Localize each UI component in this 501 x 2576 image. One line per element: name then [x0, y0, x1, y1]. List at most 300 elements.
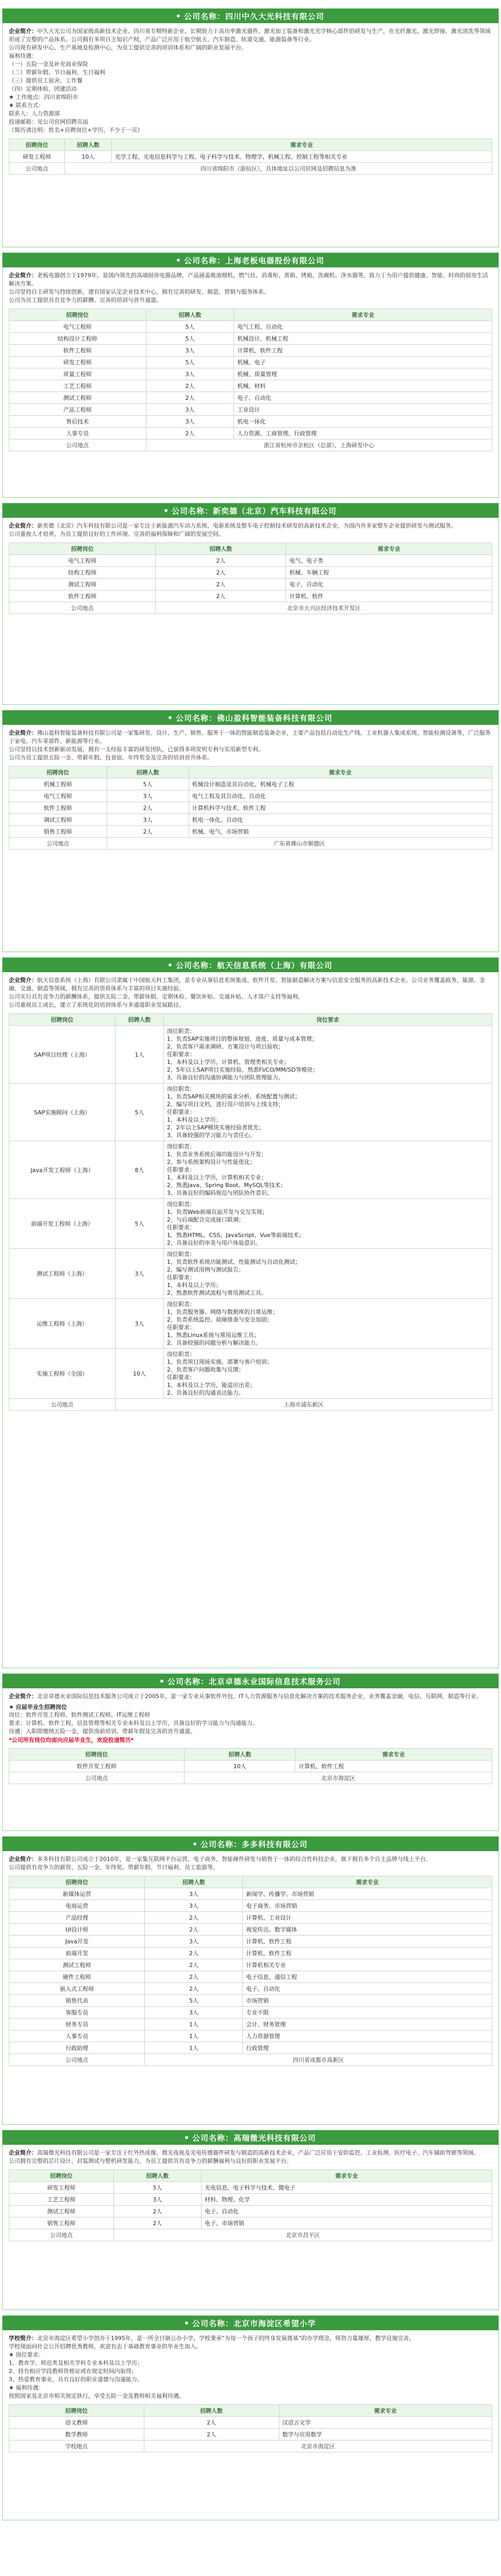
company-intro: [9, 729, 492, 762]
job-count: 2人: [107, 826, 189, 838]
job-major: 机械设计、机械工程: [234, 333, 492, 345]
job-count: 3人: [146, 345, 234, 357]
table-row: [9, 1026, 492, 1083]
job-major: 电气工程及其自动化、自动化: [189, 790, 492, 802]
job-count: 5人: [115, 1083, 164, 1141]
intro-lead: 企业简介：: [9, 730, 37, 736]
table-row: [9, 826, 492, 838]
table-row: [9, 1141, 492, 1199]
job-count: 8人: [115, 1141, 164, 1199]
job-major: 行政管理: [243, 2042, 492, 2054]
job-position: 数学教师: [9, 2429, 144, 2441]
intro-text: 北京市海淀区希望小学创办于1995年，是一所全日制公办小学，学校秉承“为每一个孩子的终身发展奠基”的办学理念，师资力量雄厚，教学设施完善。 学校现面向社会公开招聘优秀教师，欢迎有志于基础教育事业的毕业生加入。 ★ 岗位要求： 1、教育学、师范类及相关学科专业本科及以上学历； 2、持有相应学段教师资格证或在规定时间内取得； 3、热爱教育事业，具有良好的职业道德与沟通能力。 ★ 福利待遇： 按照国家及北京市相关规定执行，享受五险一金及教师相关福利待遇。: [9, 2335, 415, 2399]
table-header-row: [9, 2170, 492, 2182]
col-header-major: 需求专业: [286, 543, 492, 555]
job-major: 汉语言文学: [279, 2417, 492, 2429]
company-name: 公司名称：上海老板电器股份有限公司: [183, 256, 324, 265]
company-card: [2, 710, 499, 952]
job-requirements: 岗位职责： 1、负责服务器、网络与数据库的日常运维； 2、负责系统监控、故障排查与安全加固； 任职要求： 1、熟悉Linux系统与常用运维工具； 2、具备较强的问题分析与解决能力。: [163, 1299, 492, 1349]
bullet-icon: [185, 2321, 188, 2325]
table-header-row: [9, 309, 492, 321]
company-header: [3, 958, 498, 972]
table-row: [9, 2429, 492, 2441]
company-intro: [9, 2334, 492, 2400]
job-count: 5人: [107, 778, 189, 790]
table-row: [9, 2042, 492, 2054]
intro-text: 佛山盈科智能装备科技有限公司是一家集研发、设计、生产、销售、服务于一体的智能制造装备企业，主要产品包括自动化生产线、工业机器人集成系统、智能检测设备等，广泛服务于家电、汽车零部件、新能源等行业。 公司坚持以技术创新驱动发展，拥有一支经验丰富的研发团队，已获得多项发明专利与实用新型专利。 公司为员工提供五险一金、带薪年假、包食宿、年终奖金及完善的培训晋升体系。: [9, 730, 491, 761]
job-count: 3人: [145, 2007, 243, 2019]
job-major: 机电一体化、自动化: [189, 814, 492, 826]
company-name: 公司名称：多多科技有限公司: [200, 1839, 308, 1849]
bullet-icon: [177, 14, 180, 18]
job-count: 2人: [156, 590, 286, 602]
job-major: 会计、财务管理: [243, 2019, 492, 2030]
table-row: [9, 814, 492, 826]
job-major: 工业设计: [234, 404, 492, 416]
intro-lead: 企业简介：: [9, 1693, 37, 1700]
table-row: [9, 357, 492, 368]
jobs-table: [9, 139, 492, 175]
job-major: 数学与应用数学: [279, 2429, 492, 2441]
table-row: [9, 579, 492, 590]
table-row: [9, 1959, 492, 1971]
jobs-table: [9, 2170, 492, 2241]
table-row: [9, 1083, 492, 1141]
job-requirements: 岗位职责： 1、负责SAP实施项目的整体规划、进度、质量与成本管理； 2、负责客户需求调研、方案设计与项目验收； 任职要求： 1、本科及以上学历，计算机、管理类相关专业； 2、5年以上SAP项目实施经验，熟悉FI/CO/MM/SD等模块； 3、具备良好的沟通协调能力与团队管理能力。: [163, 1026, 492, 1083]
bullet-icon: [185, 2136, 188, 2139]
location-row: [9, 838, 492, 850]
job-count: 3人: [107, 790, 189, 802]
job-requirements: 岗位职责： 1、负责软件系统功能测试、性能测试与自动化测试； 2、编写测试用例与测试报告； 任职要求： 1、本科及以上学历； 2、熟悉软件测试流程与常用测试工具。: [163, 1249, 492, 1299]
job-count: 2人: [145, 1924, 243, 1936]
job-major: 人力资源、工商管理、行政管理: [234, 428, 492, 439]
col-header-count: 招聘人数: [146, 309, 234, 321]
job-count: 2人: [146, 380, 234, 392]
company-card: [2, 503, 499, 705]
job-major: 电子、自动化: [201, 2206, 492, 2217]
location-value: 四川省成都市高新区: [145, 2054, 492, 2066]
location-label: 公司地点: [9, 1399, 115, 1411]
job-count: 2人: [156, 555, 286, 567]
col-header-count: 招聘人数: [107, 767, 189, 778]
job-major: 计算机、软件工程: [234, 345, 492, 357]
company-intro: [9, 2149, 492, 2165]
col-header-count: 招聘人数: [113, 2170, 201, 2182]
location-label: 公司地点: [9, 439, 146, 451]
intro-lead: 企业简介：: [9, 28, 37, 35]
company-card: [2, 1673, 499, 1831]
bullet-icon: [193, 1842, 196, 1845]
table-header-row: [9, 1876, 492, 1888]
table-row: [9, 1888, 492, 1900]
intro-text: 高瑞微光科技有限公司是一家专注于红外热成像、微光夜视及光电传感器件研发与制造的高新技术企业，产品广泛应用于安防监控、工业检测、医疗电子、汽车辅助驾驶等领域。 公司拥有完整的芯片设计、封装测试与整机研发能力，为员工提供具有竞争力的薪酬福利与良好的职业发展平台。: [9, 2149, 479, 2164]
job-major: 电子、自动化: [234, 392, 492, 404]
job-count: 5人: [146, 357, 234, 368]
col-header-position: 招聘岗位: [9, 543, 156, 555]
col-header-requirements: 岗位要求: [163, 1014, 492, 1026]
jobs-table: [9, 766, 492, 850]
location-row: [9, 602, 492, 614]
location-value: 浙江省杭州市余杭区（总部），上海研发中心: [146, 439, 492, 451]
company-card: [2, 8, 499, 247]
table-row: [9, 1995, 492, 2007]
job-position: 产品工程师: [9, 404, 146, 416]
table-row: [9, 2417, 492, 2429]
intro-text: 中久大光公司为国家级高新技术企业、四川省专精特新企业，长期致力于高功率激光器件、激光加工装备和激光光学核心部件的研发与生产，在光纤激光、激光焊接、激光清洗等领域形成了完整的产品体系。公司拥有多项自主知识产权，产品广泛应用于航空航天、汽车制造、轨道交通、能源装备等行业。 公司现有研发中心、生产基地及检测中心，为员工提供完善的培训体系和广阔的职业发展平台。 福利待遇： （一）五险一金及补充商业保险 （二）带薪年假、节日福利、生日福利 （三）提供员工宿舍、工作餐 （四）定期体检、团建活动 ★ 工作地点：四川省绵阳市 ★ 联系方式： 联系人：人力资源部 投递邮箱：见公司官网招聘页面 （简历请注明：姓名+应聘岗位+学历，不少于一页）: [9, 28, 491, 133]
table-row: [9, 345, 492, 357]
location-value: 北京市大兴区经济技术开发区: [156, 602, 492, 614]
job-position: 机械工程师: [9, 778, 107, 790]
job-position: 电商运营: [9, 1900, 145, 1912]
table-header-row: [9, 543, 492, 555]
job-position: 软件开发工程师: [9, 1760, 185, 1772]
job-count: 3人: [115, 1249, 164, 1299]
job-major: 电气工程、自动化: [234, 321, 492, 333]
job-major: 市场营销: [243, 1995, 492, 2007]
table-row: [9, 368, 492, 380]
job-count: 10人: [185, 1760, 295, 1772]
col-header-position: 招聘岗位: [9, 2405, 144, 2417]
company-name: 公司名称：新奕德（北京）汽车科技有限公司: [171, 506, 337, 516]
job-count: 2人: [156, 567, 286, 579]
col-header-count: 招聘人数: [144, 2405, 279, 2417]
table-header-row: [9, 1014, 492, 1026]
col-header-major: 需求专业: [201, 2170, 492, 2182]
job-position: 软件工程师: [9, 345, 146, 357]
location-value: 北京市海淀区: [185, 1772, 492, 1784]
intro-lead: 企业简介：: [9, 522, 37, 529]
recruit-note: *公司所有岗位均面向应届毕业生，欢迎投递简历*: [9, 1737, 134, 1743]
job-major: 机械、电气、市场营销: [189, 826, 492, 838]
company-card: [2, 252, 499, 498]
job-position: 电气工程师: [9, 555, 156, 567]
table-row: [9, 1349, 492, 1399]
job-position: 质量工程师: [9, 368, 146, 380]
job-count: 5人: [115, 1199, 164, 1249]
col-header-position: 招聘岗位: [9, 767, 107, 778]
job-requirements: 岗位职责： 1、负责Web前端页面开发与交互实现； 2、与后端配合完成接口联调； 任职要求： 1、熟悉HTML、CSS、JavaScript、Vue等前端技术； 2、具备良好的审美与用户体验意识。: [163, 1199, 492, 1249]
company-intro: [9, 976, 492, 1009]
job-count: 2人: [144, 2417, 279, 2429]
location-value: 北京市海淀区: [144, 2441, 492, 2452]
location-value: 上海市浦东新区: [115, 1399, 492, 1411]
job-position: 销售代表: [9, 1995, 145, 2007]
company-intro: [9, 522, 492, 538]
table-row: [9, 380, 492, 392]
table-row: [9, 2007, 492, 2019]
col-header-position: 招聘岗位: [9, 1876, 145, 1888]
location-row: [9, 2054, 492, 2066]
location-value: 北京市昌平区: [113, 2229, 492, 2241]
location-value: 四川省绵阳市（游仙区），具体地址以公司官网及招聘信息为准: [65, 163, 492, 175]
jobs-table: [9, 543, 492, 614]
job-major: 计算机科学与技术、软件工程: [189, 802, 492, 814]
table-row: [9, 1983, 492, 1995]
job-major: 电子、市场营销: [201, 2217, 492, 2229]
col-header-count: 招聘人数: [115, 1014, 164, 1026]
job-count: 2人: [107, 802, 189, 814]
jobs-table: [9, 1013, 492, 1411]
job-count: 3人: [146, 368, 234, 380]
job-count: 3人: [113, 2194, 201, 2206]
company-header: [3, 253, 498, 267]
job-requirements: 岗位职责： 1、负责SAP相关模块的需求分析、系统配置与测试； 2、编写项目文档，进行用户培训与上线支持； 任职要求： 1、本科及以上学历； 2、2年以上SAP模块实施经验者优先； 3、具备较强的学习能力与责任心。: [163, 1083, 492, 1141]
job-major: 电子、自动化: [243, 1983, 492, 1995]
job-count: 1人: [145, 2019, 243, 2030]
col-header-position: 招聘岗位: [9, 1749, 185, 1760]
job-position: 实施工程师（全国）: [9, 1349, 115, 1399]
job-position: 结构工程师: [9, 567, 156, 579]
table-row: [9, 1924, 492, 1936]
job-position: UI设计师: [9, 1924, 145, 1936]
table-row: [9, 151, 492, 163]
job-major: 机械、车辆工程: [286, 567, 492, 579]
job-major: 人力资源管理: [243, 2030, 492, 2042]
table-row: [9, 2182, 492, 2194]
job-major: 计算机、软件工程: [243, 1947, 492, 1959]
table-row: [9, 1971, 492, 1983]
company-name: 公司名称：航天信息系统（上海）有限公司: [175, 960, 332, 970]
job-count: 1人: [145, 2030, 243, 2042]
location-row: [9, 2229, 492, 2241]
intro-text: 新奕德（北京）汽车科技有限公司是一家专注于新能源汽车动力系统、电驱系统及整车电子控制技术研发的高新技术企业，为国内外多家整车企业提供研发与测试服务。 公司重视人才培养，为员工提供良好的工作环境、完善的福利保障和广阔的发展空间。: [9, 522, 457, 537]
job-major: 电子商务、市场营销: [243, 1900, 492, 1912]
job-count: 3人: [146, 416, 234, 428]
job-position: 研发工程师: [9, 357, 146, 368]
table-row: [9, 1249, 492, 1299]
col-header-major: 需求专业: [243, 1876, 492, 1888]
company-card: [2, 2130, 499, 2310]
job-position: 人事专员: [9, 2030, 145, 2042]
table-row: [9, 404, 492, 416]
bullet-icon: [169, 716, 172, 719]
col-header-count: 招聘人数: [145, 1876, 243, 1888]
location-row: [9, 163, 492, 175]
table-row: [9, 778, 492, 790]
job-requirements: 岗位职责： 1、负责业务系统后端功能设计与开发； 2、参与系统架构设计与性能优化； 任职要求： 1、本科及以上学历，计算机相关专业； 2、熟悉Java、Spring Boot、MySQL等技术； 3、具备良好的编码规范与团队协作意识。: [163, 1141, 492, 1199]
recruit-title: ★ 应届毕业生招聘岗位: [9, 1704, 67, 1710]
intro-text: 航天信息系统（上海）有限公司隶属于中国航天科工集团，是专业从事信息系统集成、软件开发、智能制造解决方案与信息安全服务的高新技术企业。公司业务覆盖政务、能源、金融、交通、制造等领域，拥有完善的资质体系与丰富的项目实施经验。 公司实行具有竞争力的薪酬体系，提供五险二金、带薪休假、定期体检、餐饮补贴、交通补贴、人才落户支持等福利。 公司重视员工成长，建立了系统化的培训体系与多通道职业发展路径。: [9, 977, 485, 1008]
location-label: 公司地点: [9, 163, 65, 175]
table-row: [9, 1912, 492, 1924]
job-position: 测试工程师（上海）: [9, 1249, 115, 1299]
job-position: 前端开发: [9, 1947, 145, 1959]
table-row: [9, 416, 492, 428]
col-header-position: 招聘岗位: [9, 1014, 115, 1026]
jobs-table: [9, 309, 492, 451]
company-name: 公司名称：四川中久大光科技有限公司: [183, 11, 324, 21]
col-header-major: 需求专业: [189, 767, 492, 778]
intro-text: 多多科技有限公司成立于2010年，是一家集互联网平台运营、电子商务、智能硬件研发与销售于一体的综合性科技企业，旗下拥有多个自主品牌与线上平台。 公司提供有竞争力的薪资、五险一金、年终奖、带薪年假、节日福利、员工旅游等。: [9, 1856, 431, 1871]
job-count: 3人: [146, 404, 234, 416]
table-row: [9, 333, 492, 345]
table-row: [9, 2030, 492, 2042]
job-position: Java开发工程师（上海）: [9, 1141, 115, 1199]
company-header: [3, 9, 498, 23]
job-position: 客服专员: [9, 2007, 145, 2019]
job-position: 人事专员: [9, 428, 146, 439]
company-intro: [9, 27, 492, 134]
company-card: [2, 957, 499, 1668]
job-count: 2人: [145, 1971, 243, 1983]
job-count: 2人: [145, 1983, 243, 1995]
job-position: 软件工程师: [9, 590, 156, 602]
company-header: [3, 710, 498, 725]
job-count: 5人: [146, 333, 234, 345]
location-label: 学校地点: [9, 2441, 144, 2452]
col-header-count: 招聘人数: [185, 1749, 295, 1760]
job-position: 销售工程师: [9, 2217, 114, 2229]
job-position: 工艺工程师: [9, 380, 146, 392]
job-major: 光电信息、电子科学与技术、微电子: [201, 2182, 492, 2194]
job-requirements: 岗位职责： 1、负责项目现场实施、部署与客户培训； 2、负责客户问题收集与反馈； 任职要求： 1、本科及以上学历，能适应出差； 2、具备良好的沟通表达能力。: [163, 1349, 492, 1399]
job-count: 2人: [145, 1947, 243, 1959]
location-label: 公司地点: [9, 2229, 114, 2241]
job-position: 运维工程师（上海）: [9, 1299, 115, 1349]
table-row: [9, 2019, 492, 2030]
table-row: [9, 1199, 492, 1249]
job-count: 2人: [146, 392, 234, 404]
company-name: 公司名称：佛山盈科智能装备科技有限公司: [175, 713, 332, 723]
col-header-position: 招聘岗位: [9, 309, 146, 321]
location-label: 公司地点: [9, 1772, 185, 1784]
company-header: [3, 1837, 498, 1851]
table-row: [9, 555, 492, 567]
bullet-icon: [177, 259, 180, 262]
table-row: [9, 392, 492, 404]
intro-lead: 企业简介：: [9, 1856, 37, 1862]
company-intro: [9, 1855, 492, 1872]
job-major: 机械、材料: [234, 380, 492, 392]
job-major: 电子、自动化: [286, 579, 492, 590]
job-count: 5人: [113, 2182, 201, 2194]
col-header-major: 需求专业: [279, 2405, 492, 2417]
job-major: 计算机、软件: [286, 590, 492, 602]
job-count: 2人: [144, 2429, 279, 2441]
company-intro: [9, 272, 492, 304]
job-major: 计算机、工业设计: [243, 1912, 492, 1924]
job-position: 新媒体运营: [9, 1888, 145, 1900]
jobs-table: [9, 1748, 492, 1784]
job-position: 测试工程师: [9, 2206, 114, 2217]
job-position: 语文教师: [9, 2417, 144, 2429]
table-row: [9, 2206, 492, 2217]
job-position: 研发工程师: [9, 2182, 114, 2194]
job-count: 1人: [145, 2042, 243, 2054]
intro-lead: 企业简介：: [9, 977, 37, 984]
job-count: 2人: [146, 428, 234, 439]
table-row: [9, 790, 492, 802]
table-row: [9, 2194, 492, 2206]
job-major: 计算机、软件工程: [243, 1936, 492, 1947]
job-major: 机械、电子: [234, 357, 492, 368]
table-row: [9, 1947, 492, 1959]
company-header: [3, 1674, 498, 1688]
job-position: 嵌入式工程师: [9, 1983, 145, 1995]
job-position: 产品经理: [9, 1912, 145, 1924]
job-major: 光学工程、光电信息科学与工程、电子科学与技术、物理学、机械工程、控制工程等相关专业: [111, 151, 492, 163]
job-major: 新闻学、传播学、市场营销: [243, 1888, 492, 1900]
job-count: 3人: [107, 814, 189, 826]
company-header: [3, 503, 498, 518]
col-header-major: 需求专业: [295, 1749, 492, 1760]
job-major: 机械、质量管理: [234, 368, 492, 380]
company-intro: [9, 1692, 492, 1701]
job-position: SAP项目经理（上海）: [9, 1026, 115, 1083]
intro-text: 北京卓德永业国际信息技术服务公司成立于2005年，是一家专业从事软件外包、IT人力资源服务与信息化解决方案的技术服务企业，业务覆盖金融、电信、互联网、制造等行业。: [37, 1693, 482, 1700]
job-position: 硬件工程师: [9, 1971, 145, 1983]
jobs-table: [9, 1876, 492, 2066]
intro-lead: 企业简介：: [9, 272, 37, 279]
job-count: 5人: [146, 321, 234, 333]
job-position: 售后技术: [9, 416, 146, 428]
location-row: [9, 1772, 492, 1784]
location-label: 公司地点: [9, 2054, 145, 2066]
job-major: 专业不限: [243, 2007, 492, 2019]
intro-lead: 学校简介：: [9, 2335, 37, 2342]
job-major: 材料、物理、化学: [201, 2194, 492, 2206]
location-row: [9, 1399, 492, 1411]
table-header-row: [9, 139, 492, 151]
bullet-icon: [164, 509, 168, 512]
job-count: 5人: [145, 1995, 243, 2007]
table-row: [9, 1299, 492, 1349]
table-header-row: [9, 767, 492, 778]
job-position: 测试工程师: [9, 1959, 145, 1971]
job-major: 机电一体化: [234, 416, 492, 428]
job-major: 计算机、软件工程: [295, 1760, 492, 1772]
job-count: 3人: [145, 1936, 243, 1947]
job-position: 调试工程师: [9, 814, 107, 826]
job-position: 研发工程师: [9, 151, 65, 163]
table-row: [9, 321, 492, 333]
col-header-position: 招聘岗位: [9, 139, 65, 151]
job-position: 软件工程师: [9, 802, 107, 814]
job-count: 10人: [115, 1349, 164, 1399]
company-name: 公司名称：高瑞微光科技有限公司: [192, 2133, 316, 2143]
location-row: [9, 2441, 492, 2452]
intro-text: 老板电器创立于1979年，是国内领先的高端厨房电器品牌，产品涵盖吸油烟机、燃气灶、消毒柜、蒸箱、烤箱、洗碗机、净水器等，致力于为用户提供健康、智能、时尚的厨房生活解决方案。 公司坚持自主研发与持续创新，建有国家认定企业技术中心，拥有完善的研发、制造、营销与服务体系。 公司为员工提供具有竞争力的薪酬、完善的培训与晋升通道。: [9, 272, 488, 303]
location-label: 公司地点: [9, 838, 107, 850]
col-header-major: 需求专业: [111, 139, 492, 151]
col-header-count: 招聘人数: [65, 139, 112, 151]
company-name: 公司名称：北京卓德永业国际信息技术服务公司: [167, 1676, 341, 1686]
job-count: 10人: [65, 151, 112, 163]
company-name: 公司名称：北京市海淀区希望小学: [192, 2318, 316, 2328]
job-position: 销售工程师: [9, 826, 107, 838]
job-count: 2人: [145, 1912, 243, 1924]
col-header-position: 招聘岗位: [9, 2170, 114, 2182]
table-header-row: [9, 2405, 492, 2417]
job-position: 电气工程师: [9, 790, 107, 802]
recruit-text: 岗位：软件开发工程师、软件测试工程师、IT运维工程师 要求：计算机、软件工程、信息管理等相关专业本科及以上学历，具备良好的学习能力与沟通能力。 待遇：入职即缴纳五险一金，提供岗前培训、带薪年假及完善的晋升通道。: [9, 1711, 258, 1735]
job-position: 电气工程师: [9, 321, 146, 333]
col-header-major: 需求专业: [234, 309, 492, 321]
location-label: 公司地点: [9, 602, 156, 614]
table-row: [9, 567, 492, 579]
job-position: 行政助理: [9, 2042, 145, 2054]
table-row: [9, 428, 492, 439]
location-row: [9, 439, 492, 451]
job-count: 1人: [115, 1026, 164, 1083]
table-row: [9, 802, 492, 814]
bullet-icon: [160, 1680, 163, 1683]
job-position: 前端开发工程师（上海）: [9, 1199, 115, 1249]
table-header-row: [9, 1749, 492, 1760]
job-major: 计算机相关专业: [243, 1959, 492, 1971]
company-header: [3, 2130, 498, 2145]
table-row: [9, 1936, 492, 1947]
